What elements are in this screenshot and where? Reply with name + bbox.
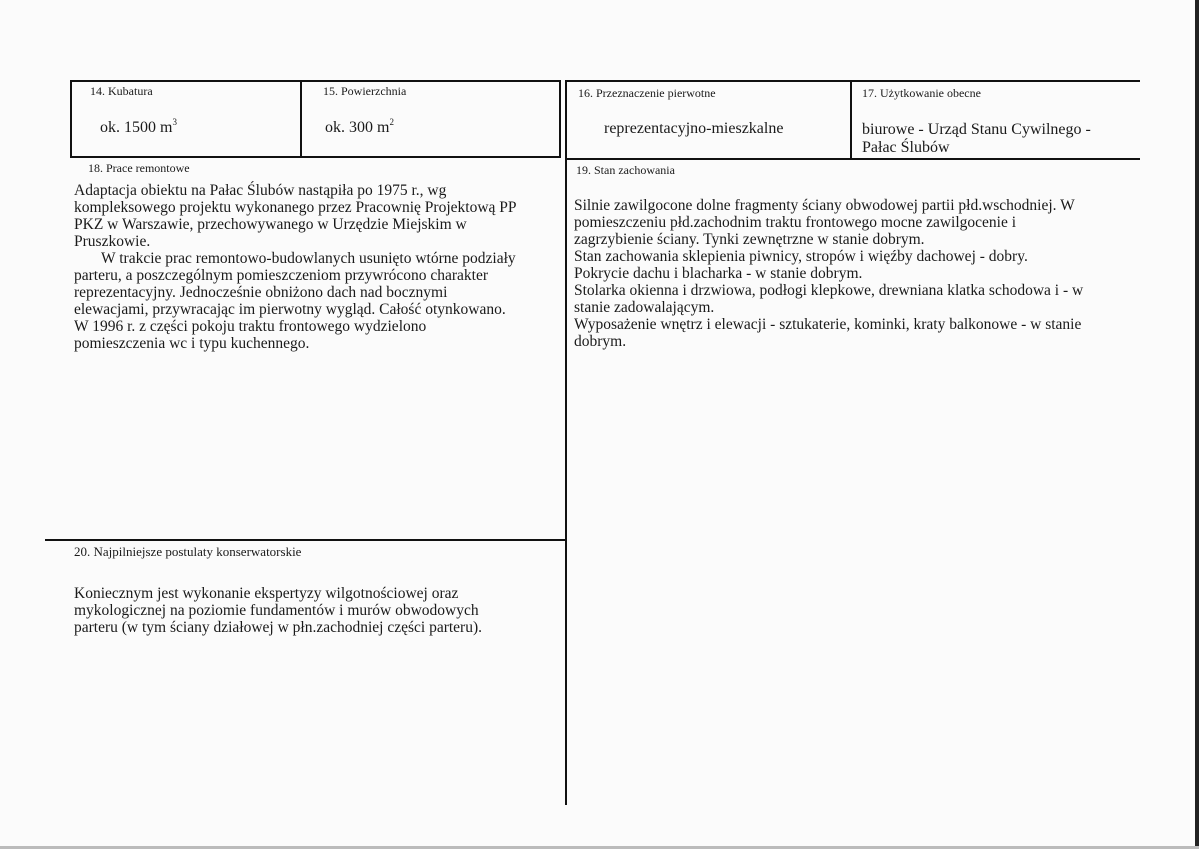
rule-top-right: [565, 80, 1140, 82]
field-19-label: 19. Stan zachowania: [576, 163, 675, 177]
field-20-text: Koniecznym jest wykonanie ekspertyzy wilgotnościowej oraz mykologicznej na poziomie fundamentów i murów obwodowych parteru (w tym ściany działowej w płn.zachodniej części parteru).: [74, 585, 482, 636]
field-14-label: 14. Kubatura: [90, 84, 153, 98]
field-18-text: Adaptacja obiektu na Pałac Ślubów nastąpiła po 1975 r., wg kompleksowego projektu wykonanego przez Pracownię Projektową PP PKZ w Warszawie, przechowywanego w Urzędzie Miejskim w Pruszkowie. W trakcie prac remontowo-budowlanych usunięto wtórne podziały parteru, a poszczególnym pomieszczeniom przywrócono charakter reprezentacyjny. Jednocześnie obniżono dach nad bocznymi elewacjami, przywracając im pierwotny wygląd. Całość otynkowano. W 1996 r. z części pokoju traktu frontowego wydzielono pomieszczenia wc i typu kuchennego.: [74, 182, 517, 352]
rule-row1-bottom-right: [565, 158, 1140, 160]
field-14-value: ok. 1500 $m^3$: [100, 117, 177, 136]
rule-top-left: [70, 80, 560, 82]
field-17-value: biurowe - Urząd Stanu Cywilnego - Pałac Ślubów: [862, 121, 1091, 156]
field-19-text: Silnie zawilgocone dolne fragmenty ściany obwodowej partii płd.wschodniej. W pomieszczeniu płd.zachodnim traktu frontowego mocne zawilgocenie i zagrzybienie ściany. Tynki zewnętrzne w stanie dobrym. Stan zachowania sklepienia piwnicy, stropów i więźby dachowej - dobry. Pokrycie dachu i blacharka - w stanie dobrym. Stolarka okienna i drzwiowa, podłogi klepkowe, drewniana klatka schodowa i - w stanie zadowalającym. Wyposażenie wnętrz i elewacji - sztukaterie, kominki, kraty balkonowe - w stanie dobrym.: [574, 197, 1084, 350]
rule-center-divider: [565, 80, 567, 805]
rule-section20-top: [45, 539, 565, 541]
field-20-label: 20. Najpilniejsze postulaty konserwatorskie: [74, 544, 302, 559]
field-17-label: 17. Użytkowanie obecne: [862, 86, 981, 100]
field-16-label: 16. Przeznaczenie pierwotne: [578, 86, 716, 100]
field-18-label: 18. Prace remontowe: [88, 161, 190, 175]
field-15-value: ok. 300 $m^2$: [325, 117, 394, 136]
rule-row1-bottom-left: [70, 156, 560, 158]
page-edge-right: [1195, 0, 1199, 849]
rule-col-15-16: [559, 80, 561, 158]
rule-col-16-17: [850, 80, 852, 160]
field-15-label: 15. Powierzchnia: [323, 84, 407, 98]
field-16-value: reprezentacyjno-mieszkalne: [604, 120, 784, 137]
rule-left-edge: [70, 80, 72, 158]
rule-col-14-15: [300, 80, 302, 158]
